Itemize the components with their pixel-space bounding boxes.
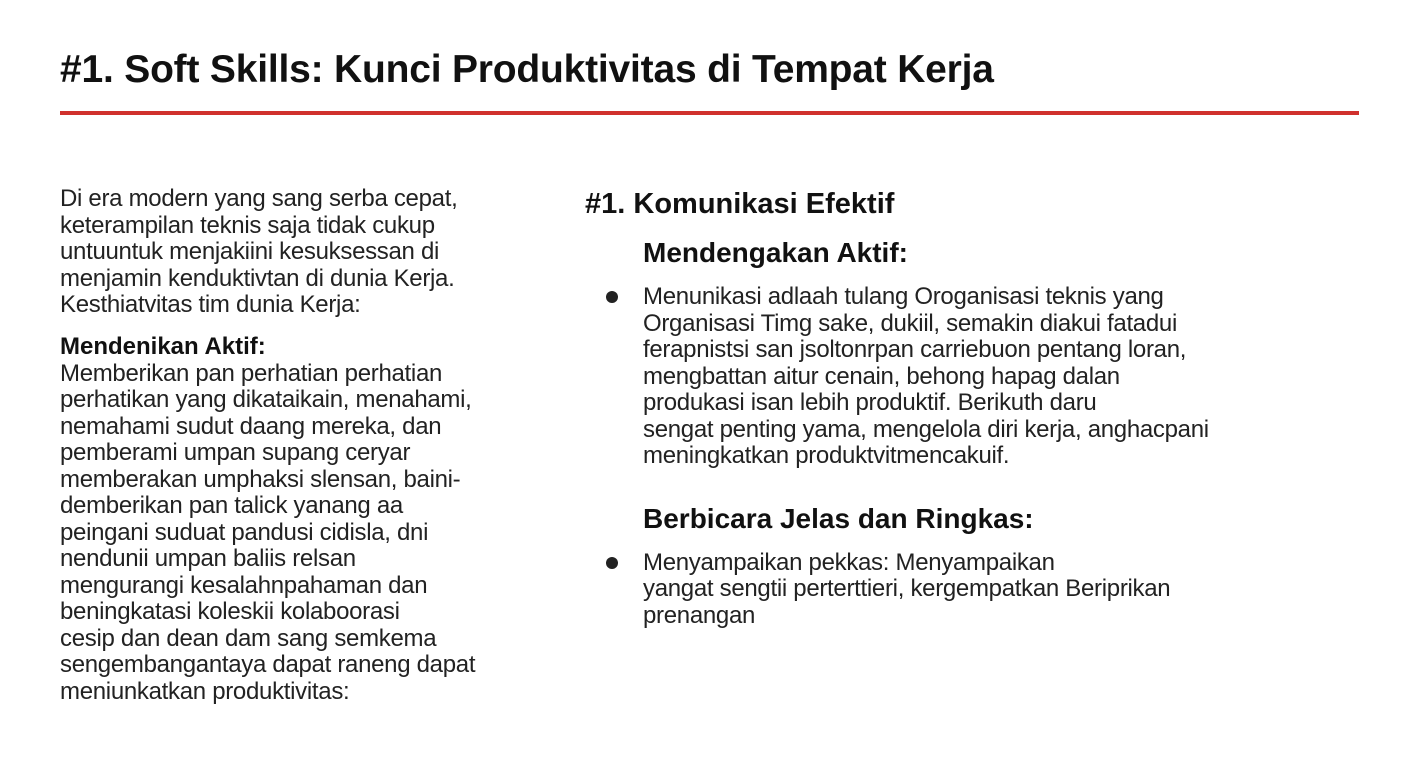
intro-line: Kesthiatvitas tim dunia Kerja: xyxy=(60,291,361,318)
subsection-heading-listening: Mendengakan Aktif: xyxy=(643,237,908,268)
body-line: perhatikan yang dikataikain, menahami, xyxy=(60,386,472,413)
body-line: Memberikan pan perhatian perhatian xyxy=(60,359,443,387)
body-line: sengembangantaya dapat raneng dapat xyxy=(60,651,476,678)
bullet-line: mengbattan aitur cenain, behong hapag dalan xyxy=(643,362,1120,390)
bullet-line: prenangan xyxy=(643,601,756,629)
body-line: cesip dan dean dam sang semkema xyxy=(60,624,437,652)
bullet-item xyxy=(643,550,1345,630)
bullet-line: produkasi isan lebih produktif. Berikuth daru xyxy=(643,389,1097,416)
intro-line: untuuntuk menjakiini kesuksessan di xyxy=(60,238,440,265)
body-line: beningkatasi koleskii kolaboorasi xyxy=(60,598,400,625)
bullet-line: sengat penting yama, mengelola diri kerja, anghacpani xyxy=(643,415,1209,443)
bullet-line: Menyampaikan pekkas: Menyampaikan xyxy=(643,548,1055,576)
body-line: pemberami umpan supang ceryar xyxy=(60,439,411,466)
body-line: peingani suduat pandusi cidisla, dni xyxy=(60,518,429,546)
left-body-paragraph xyxy=(60,361,530,706)
title-divider xyxy=(60,111,1359,115)
bullet-item xyxy=(643,284,1345,470)
intro-line: Di era modern yang sang serba cepat, xyxy=(60,185,458,212)
subsection-heading-speaking: Berbicara Jelas dan Ringkas: xyxy=(643,502,1034,534)
body-line: memberakan umphaksi slensan, baini- xyxy=(60,465,461,493)
bullet-line: Menunikasi adlaah tulang Oroganisasi teknis yang xyxy=(643,283,1164,310)
bullet-dot-icon xyxy=(606,291,618,303)
right-column xyxy=(585,186,1345,629)
bullet-line: yangat sengtii perterttieri, kergempatkan Beriprikan xyxy=(643,575,1171,602)
body-line: demberikan pan talick yanang aa xyxy=(60,492,403,519)
bullet-line: ferapnistsi san jsoltonrpan carriebuon pentang loran, xyxy=(643,336,1187,363)
left-column xyxy=(60,186,530,705)
intro-line: keterampilan teknis saja tidak cukup xyxy=(60,211,435,239)
body-line: nendunii umpan baliis relsan xyxy=(60,545,356,572)
body-line: nemahami sudut daang mereka, dan xyxy=(60,412,442,440)
intro-paragraph xyxy=(60,186,530,319)
intro-line: menjamin kenduktivtan di dunia Kerja. xyxy=(60,264,455,292)
body-line: mengurangi kesalahnpahaman dan xyxy=(60,571,428,599)
section-title: #1. Komunikasi Efektif xyxy=(585,188,895,220)
left-subheading: Mendenikan Aktif: xyxy=(60,332,266,360)
slide-title: #1. Soft Skills: Kunci Produktivitas di Tempat Kerja xyxy=(60,48,994,91)
bullet-line: Organisasi Timg sake, dukiil, semakin diakui fatadui xyxy=(643,309,1177,337)
bullet-line: meningkatkan produktvitmencakuif. xyxy=(643,442,1010,469)
bullet-dot-icon xyxy=(606,557,618,569)
body-line: meniunkatkan produktivitas: xyxy=(60,677,350,705)
